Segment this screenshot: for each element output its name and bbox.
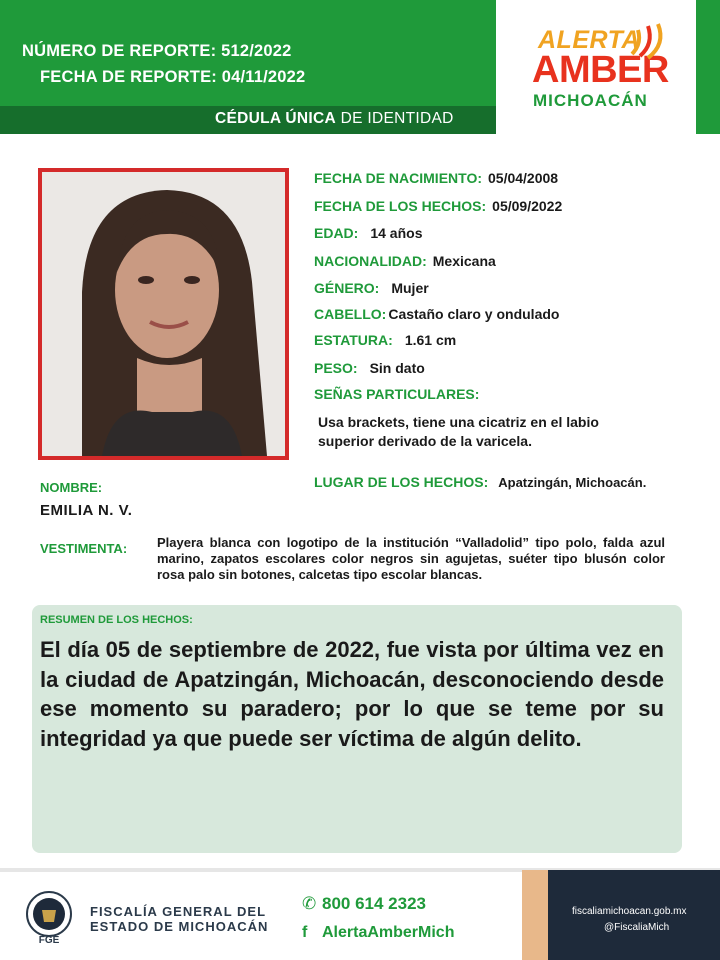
alerta-amber-logo: ALERTA AMBER MICHOACÁN bbox=[520, 20, 680, 115]
field-height: ESTATURA: 1.61 cm bbox=[314, 332, 457, 348]
summary-text: El día 05 de septiembre de 2022, fue vista por última vez en la ciudad de Apatzingán, Michoacán, desconociendo desde ese momento su paradero; por lo que se teme por su integridad ya que puede ser víctima de algún delito. bbox=[40, 637, 664, 751]
website-link[interactable]: fiscaliamichoacan.gob.mx bbox=[572, 906, 687, 917]
agency-name: FISCALÍA GENERAL DEL ESTADO DE MICHOACÁN bbox=[90, 904, 269, 934]
report-date: FECHA DE REPORTE: 04/11/2022 bbox=[40, 68, 306, 86]
clothing-label: VESTIMENTA: bbox=[40, 541, 128, 556]
field-marks-text: Usa brackets, tiene una cicatriz en el labio superior derivado de la varicela. bbox=[318, 414, 599, 449]
field-nationality: NACIONALIDAD: Mexicana bbox=[314, 253, 496, 269]
field-hair: CABELLO: Castaño claro y ondulado bbox=[314, 306, 560, 322]
field-gender: GÉNERO: Mujer bbox=[314, 280, 429, 296]
field-weight: PESO: Sin dato bbox=[314, 360, 425, 376]
facebook-contact[interactable]: f AlertaAmberMich bbox=[302, 924, 455, 941]
field-marks-label: SEÑAS PARTICULARES: bbox=[314, 386, 480, 402]
cedula-title: CÉDULA ÚNICA DE IDENTIDAD bbox=[215, 110, 454, 127]
missing-person-photo bbox=[38, 168, 289, 460]
person-name: EMILIA N. V. bbox=[40, 502, 133, 519]
person-portrait-icon bbox=[42, 172, 285, 456]
summary-box bbox=[32, 605, 682, 853]
svg-text:FGE: FGE bbox=[38, 935, 60, 944]
clothing-text: Playera blanca con logotipo de la institución “Valladolid” tipo polo, falda azul marino, zapatos escolares color negros sin agujetas, suéter tipo blusón color rosa palo sin botones, calcetas tipo escolar blancas. bbox=[157, 535, 665, 582]
phone-icon: ✆ bbox=[302, 894, 317, 913]
summary-label: RESUMEN DE LOS HECHOS: bbox=[40, 614, 193, 626]
field-place: LUGAR DE LOS HECHOS: Apatzingán, Michoacán. bbox=[314, 474, 647, 490]
facebook-icon: f bbox=[302, 924, 308, 941]
fge-seal-icon bbox=[22, 890, 76, 944]
signal-waves-icon bbox=[628, 22, 672, 62]
field-age: EDAD: 14 años bbox=[314, 225, 423, 241]
header-right-band bbox=[696, 0, 720, 134]
name-label: NOMBRE: bbox=[40, 480, 103, 495]
field-events-date: FECHA DE LOS HECHOS: 05/09/2022 bbox=[314, 198, 563, 214]
field-birth: FECHA DE NACIMIENTO: 05/04/2008 bbox=[314, 170, 559, 186]
phone-contact[interactable]: ✆ 800 614 2323 bbox=[302, 894, 426, 913]
twitter-handle[interactable]: @FiscaliaMich bbox=[604, 922, 670, 933]
report-number: NÚMERO DE REPORTE: 512/2022 bbox=[22, 42, 292, 60]
